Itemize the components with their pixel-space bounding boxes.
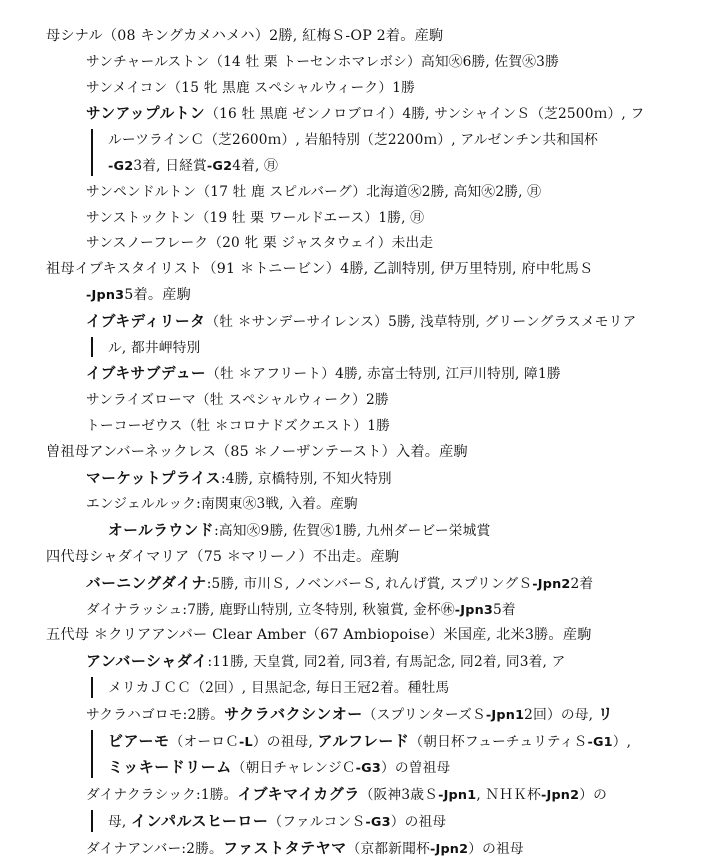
dam-line: 母シナル（08 キングカメハメハ）2勝, 紅梅Ｓ-OP 2着。産駒: [46, 28, 444, 44]
fifth-dam-foal-4: ダイナアンバー:2勝。ファストタテヤマ（京都新聞杯-Jpn2）の祖母: [86, 838, 524, 857]
fifth-dam-foal-1-line-1: アンバーシャダイ:11勝, 天皇賞, 同2着, 同3着, 有馬記念, 同2着, 同3着, ア: [86, 652, 566, 671]
great-granddam-grandfoal-name: オールラウンド: [108, 522, 215, 540]
granddam-foal-1-block: [46, 309, 698, 362]
granddam-line-1: 祖母イブキスタイリスト（91 ＊トニービン）4勝, 乙訓特別, 伊万里特別, 府中牝馬Ｓ: [46, 261, 594, 278]
dam-foal-6: サンスノーフレーク（20 牝 栗 ジャスタウェイ）未出走: [86, 235, 434, 252]
fifth-dam-line: 五代母 ＊クリアアンバー Clear Amber（67 Ambiopoise）米国産, 北米3勝。産駒: [46, 627, 592, 644]
fifth-dam-foal-3-line-1: ダイナクラシック:1勝。イブキマイカグラ（阪神3歳Ｓ-Jpn1, ＮＨＫ杯-Jpn2）の: [86, 785, 607, 804]
granddam-foal-1-line-2: ル, 都井岬特別: [108, 339, 201, 356]
mickey-dream-name: ミッキードリーム: [108, 758, 232, 777]
libiamo-name: ビアーモ: [108, 731, 170, 750]
featured-foal-line-3: -G23着, 日経賞-G24着, ㊊: [108, 157, 279, 174]
great-granddam-foal-1-name: マーケットプライス: [86, 469, 221, 487]
dam-foal-2: サンメイコン（15 牝 黒鹿 スペシャルウィーク）1勝: [86, 79, 416, 96]
fifth-dam-foal-1-block: [46, 649, 698, 702]
fifth-dam-foal-3-line-2: 母, インパルスヒーロー（ファルコンＳ-G3）の祖母: [108, 811, 447, 830]
fifth-dam-foal-3-block: [46, 782, 698, 836]
fourth-dam-foal-1: バーニングダイナ:5勝, 市川Ｓ, ノベンバーＳ, れんげ賞, スプリングＳ-Jpn22着: [86, 574, 594, 592]
great-granddam-line: 曽祖母アンバーネックレス（85 ＊ノーザンテースト）入着。産駒: [46, 443, 468, 460]
alfredo-name: アルフレード: [317, 731, 410, 750]
granddam-foal-1-line-1: イブキディリータ（牡 ＊サンデーサイレンス）5勝, 浅草特別, グリーングラスメモリア: [86, 312, 637, 330]
granddam-line-2: -Jpn35着。産駒: [86, 286, 192, 303]
featured-foal-block: [46, 101, 698, 179]
fifth-dam-foal-2-block: [46, 702, 698, 782]
granddam-foal-3: サンライズローマ（牡 スペシャルウィーク）2勝: [86, 392, 389, 409]
great-granddam-grandfoal: オールラウンド:高知㊋9勝, 佐賀㊋1勝, 九州ダービー栄城賞: [108, 522, 491, 540]
fifth-dam-foal-2-line-2: ビアーモ（オーロＣ-L）の祖母, アルフレード（朝日杯フューチュリティＳ-G1）,: [108, 731, 632, 750]
featured-foal-line-1: サンアップルトン（16 牡 黒鹿 ゼンノロブロイ）4勝, サンシャインＳ（芝2500ｍ）, フ: [86, 105, 645, 123]
fifth-dam-foal-2-line-3: ミッキードリーム（朝日チャレンジＣ-G3）の曽祖母: [108, 758, 451, 777]
granddam-foal-1-name: イブキディリータ: [86, 312, 206, 330]
dam-foal-5: サンストックトン（19 牡 栗 ワールドエース）1勝, ㊊: [86, 209, 425, 226]
granddam-foal-2-name: イブキサブデュー: [86, 365, 207, 383]
granddam-foal-2: イブキサブデュー（牡 ＊アフリート）4勝, 赤富士特別, 江戸川特別, 障1勝: [86, 365, 561, 383]
fifth-dam-foal-1-line-2: メリカＪＣＣ（2回）, 目黒記念, 毎日王冠2着。種牡馬: [108, 679, 450, 696]
dam-foal-1: サンチャールストン（14 牡 栗 トーセンホマレボシ）高知㊋6勝, 佐賀㊋3勝: [86, 53, 559, 70]
fourth-dam-line: 四代母シャダイマリア（75 ＊マリーノ）不出走。産駒: [46, 548, 400, 565]
great-granddam-foal-1: マーケットプライス:4勝, 京橋特別, 不知火特別: [86, 469, 392, 487]
fifth-dam-foal-2-line-1: サクラハゴロモ:2勝。サクラバクシンオー（スプリンターズＳ-Jpn12回）の母, リ: [86, 704, 614, 723]
sakura-bakushin-o-name: サクラバクシンオー: [224, 704, 363, 723]
featured-foal-name: サンアップルトン: [86, 105, 206, 123]
fifth-dam-foal-1-name: アンバーシャダイ: [86, 652, 208, 671]
great-granddam-foal-2: エンジェルルック:南関東㊋3戦, 入着。産駒: [86, 496, 358, 513]
impulse-hero-name: インパルスヒーロー: [131, 811, 269, 830]
fast-tateyama-name: ファストタテヤマ: [222, 838, 347, 857]
featured-foal-line-2: ルーツラインＣ（芝2600ｍ）, 岩船特別（芝2200ｍ）, アルゼンチン共和国杯: [108, 132, 599, 149]
dam-foal-4: サンペンドルトン（17 牡 鹿 スピルバーグ）北海道㊋2勝, 高知㊋2勝, ㊊: [86, 183, 542, 200]
fourth-dam-foal-1-name: バーニングダイナ: [86, 574, 207, 592]
fourth-dam-foal-2: ダイナラッシュ:7勝, 鹿野山特別, 立冬特別, 秋嶺賞, 金杯㊡-Jpn35着: [86, 601, 516, 618]
granddam-foal-4: トーコーゼウス（牡 ＊コロナドズクエスト）1勝: [86, 417, 391, 434]
ibuki-maikagura-name: イブキマイカグラ: [237, 785, 360, 804]
